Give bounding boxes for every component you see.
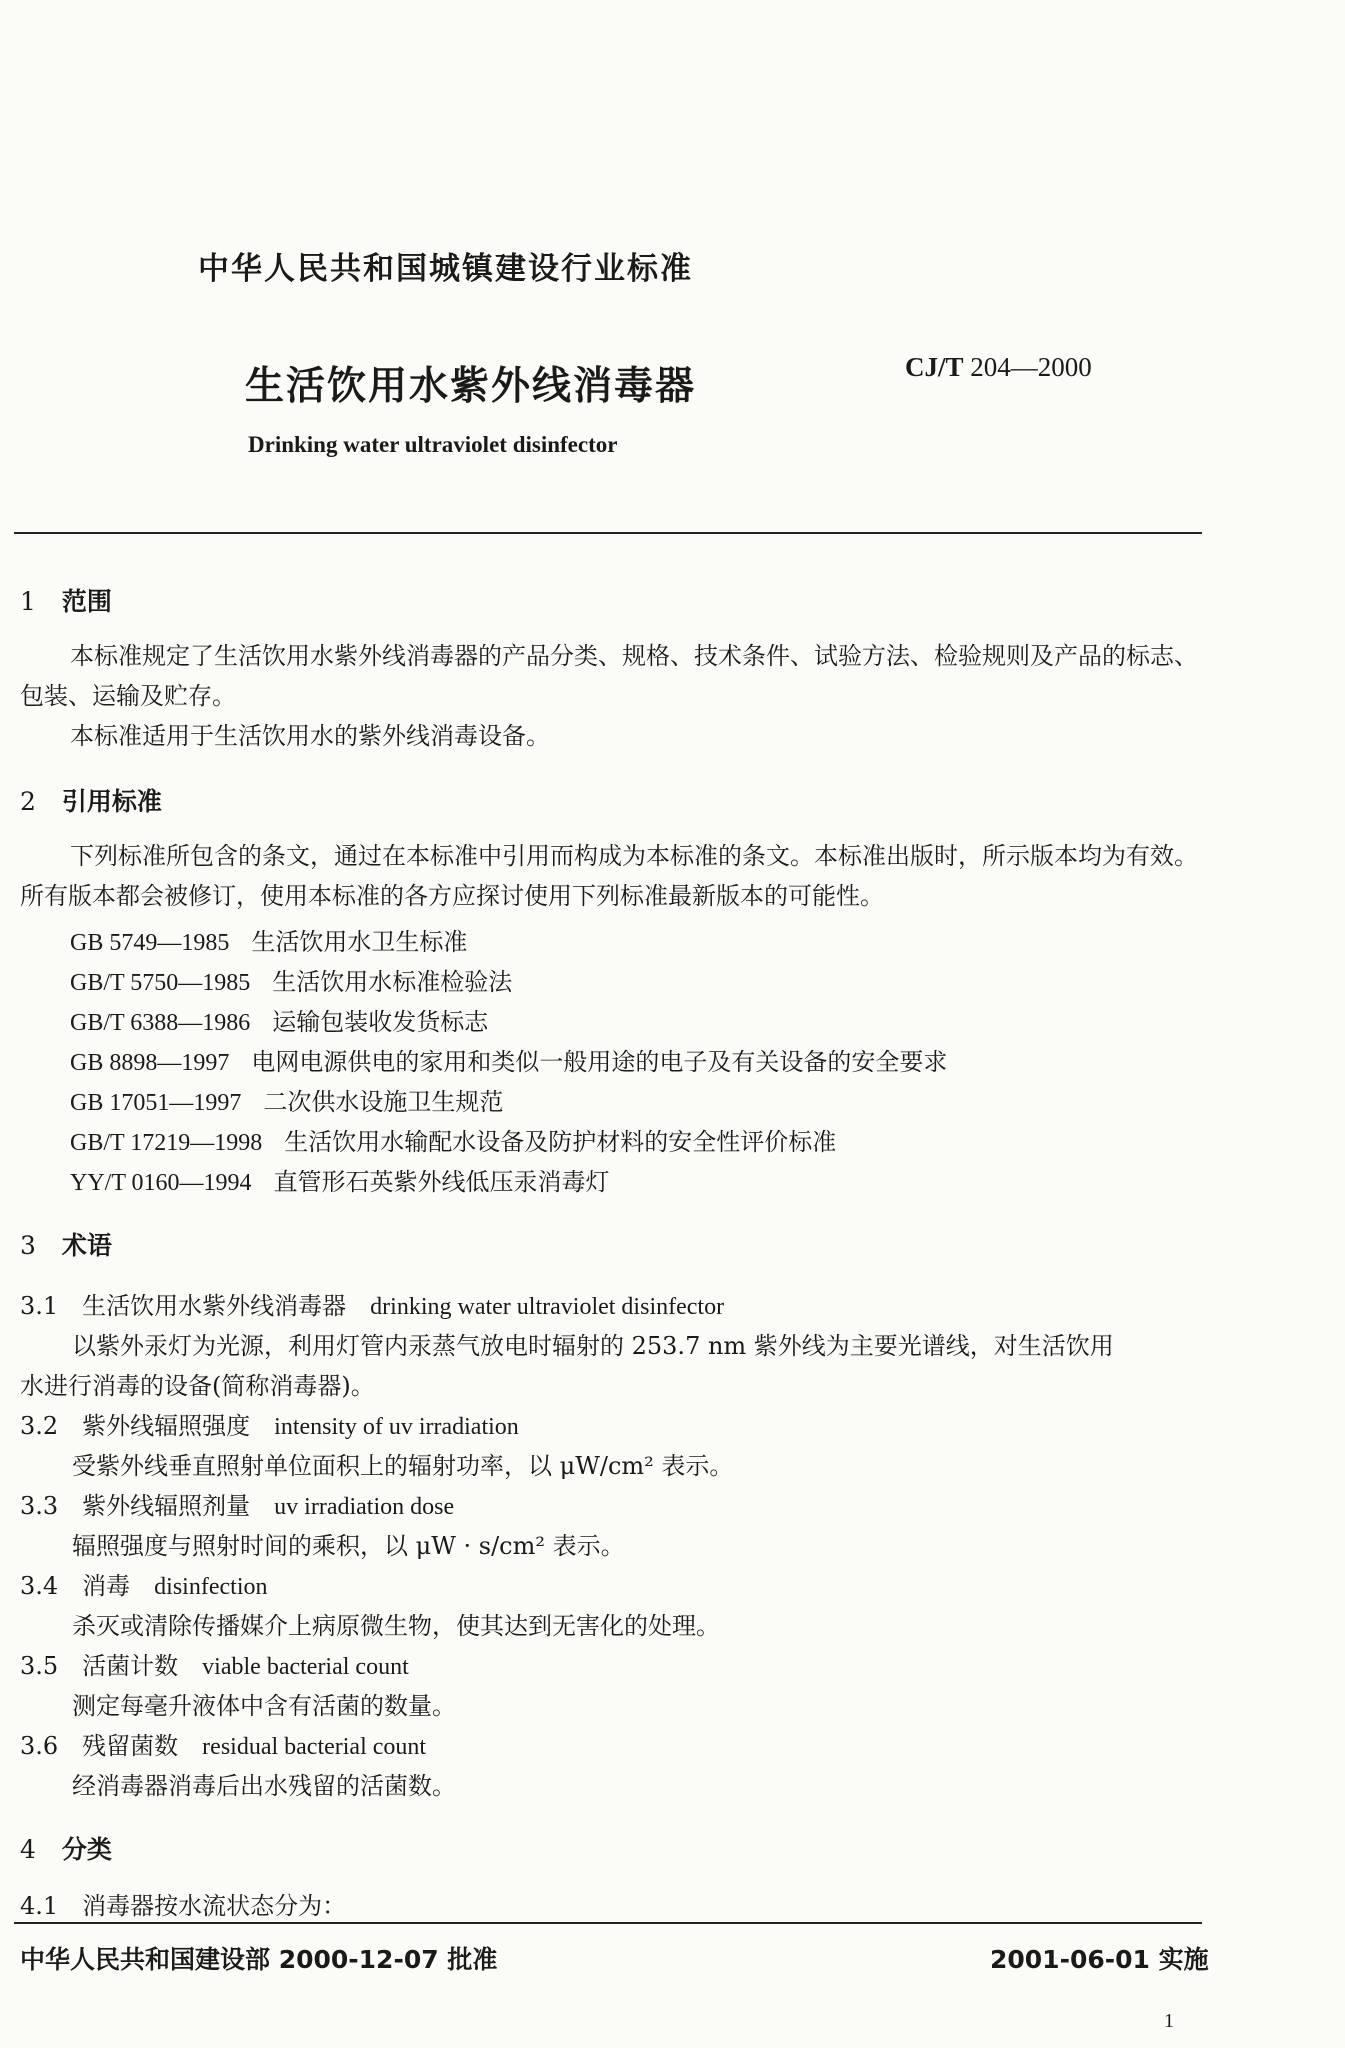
term-definition: 经消毒器消毒后出水残留的活菌数。 [72, 1772, 456, 1800]
section-2-heading: 2 引用标准 [20, 787, 162, 816]
reference-item: GB 5749—1985 生活饮用水卫生标准 [70, 928, 468, 956]
header-rule [14, 532, 1202, 534]
standard-title: 生活饮用水紫外线消毒器 [245, 364, 697, 409]
term-entry: 3.3 紫外线辐照剂量 uv irradiation dose [20, 1492, 455, 1520]
effective-date: 2001-06-01 实施 [990, 1945, 1209, 1974]
reference-item: YY/T 0160—1994 直管形石英紫外线低压汞消毒灯 [70, 1168, 610, 1196]
page-number: 1 [1164, 2010, 1174, 2032]
reference-item: GB/T 5750—1985 生活饮用水标准检验法 [70, 968, 513, 996]
issuing-organization: 中华人民共和国城镇建设行业标准 [198, 251, 693, 287]
footer-rule [14, 1922, 1202, 1924]
term-entry: 3.5 活菌计数 viable bacterial count [20, 1652, 409, 1680]
reference-item: GB 17051—1997 二次供水设施卫生规范 [70, 1088, 504, 1116]
term-entry: 3.1 生活饮用水紫外线消毒器 drinking water ultraviolet disinfector [20, 1292, 725, 1320]
term-definition: 辐照强度与照射时间的乘积，以 μW · s/cm² 表示。 [72, 1532, 625, 1560]
approval-date: 中华人民共和国建设部 2000-12-07 批准 [20, 1945, 498, 1974]
term-entry: 3.2 紫外线辐照强度 intensity of uv irradiation [20, 1412, 519, 1440]
standard-code [905, 352, 1092, 383]
section-1-paragraph-1: 本标准规定了生活饮用水紫外线消毒器的产品分类、规格、技术条件、试验方法、检验规则及产品的标志、包装、运输及贮存。 [20, 642, 1198, 710]
term-definition: 受紫外线垂直照射单位面积上的辐射功率，以 μW/cm² 表示。 [72, 1452, 734, 1480]
term-definition: 水进行消毒的设备(简称消毒器)。 [20, 1372, 375, 1400]
section-1-paragraph-2: 本标准适用于生活饮用水的紫外线消毒设备。 [70, 722, 550, 750]
reference-item: GB/T 6388—1986 运输包装收发货标志 [70, 1008, 489, 1036]
reference-item: GB 8898—1997 电网电源供电的家用和类似一般用途的电子及有关设备的安全要求 [70, 1048, 948, 1076]
section-2-paragraph: 下列标准所包含的条文，通过在本标准中引用而构成为本标准的条文。本标准出版时，所示版本均为有效。所有版本都会被修订，使用本标准的各方应探讨使用下列标准最新版本的可能性。 [20, 842, 1198, 910]
term-entry: 3.4 消毒 disinfection [20, 1572, 268, 1600]
term-definition: 杀灭或清除传播媒介上病原微生物，使其达到无害化的处理。 [72, 1612, 720, 1640]
section-3-heading: 3 术语 [20, 1231, 112, 1260]
clause-4-1: 4.1 消毒器按水流状态分为： [20, 1892, 347, 1920]
code-prefix: CJ/T [905, 352, 964, 382]
reference-item: GB/T 17219—1998 生活饮用水输配水设备及防护材料的安全性评价标准 [70, 1128, 837, 1156]
term-definition: 以紫外汞灯为光源，利用灯管内汞蒸气放电时辐射的 253.7 nm 紫外线为主要光谱线，对生活饮用 [72, 1332, 1114, 1360]
term-definition: 测定每毫升液体中含有活菌的数量。 [72, 1692, 456, 1720]
code-number: 204—2000 [970, 352, 1092, 382]
section-4-heading: 4 分类 [20, 1835, 112, 1864]
english-title: Drinking water ultraviolet disinfector [248, 432, 618, 457]
term-entry: 3.6 残留菌数 residual bacterial count [20, 1732, 427, 1760]
section-1-heading: 1 范围 [20, 587, 112, 616]
